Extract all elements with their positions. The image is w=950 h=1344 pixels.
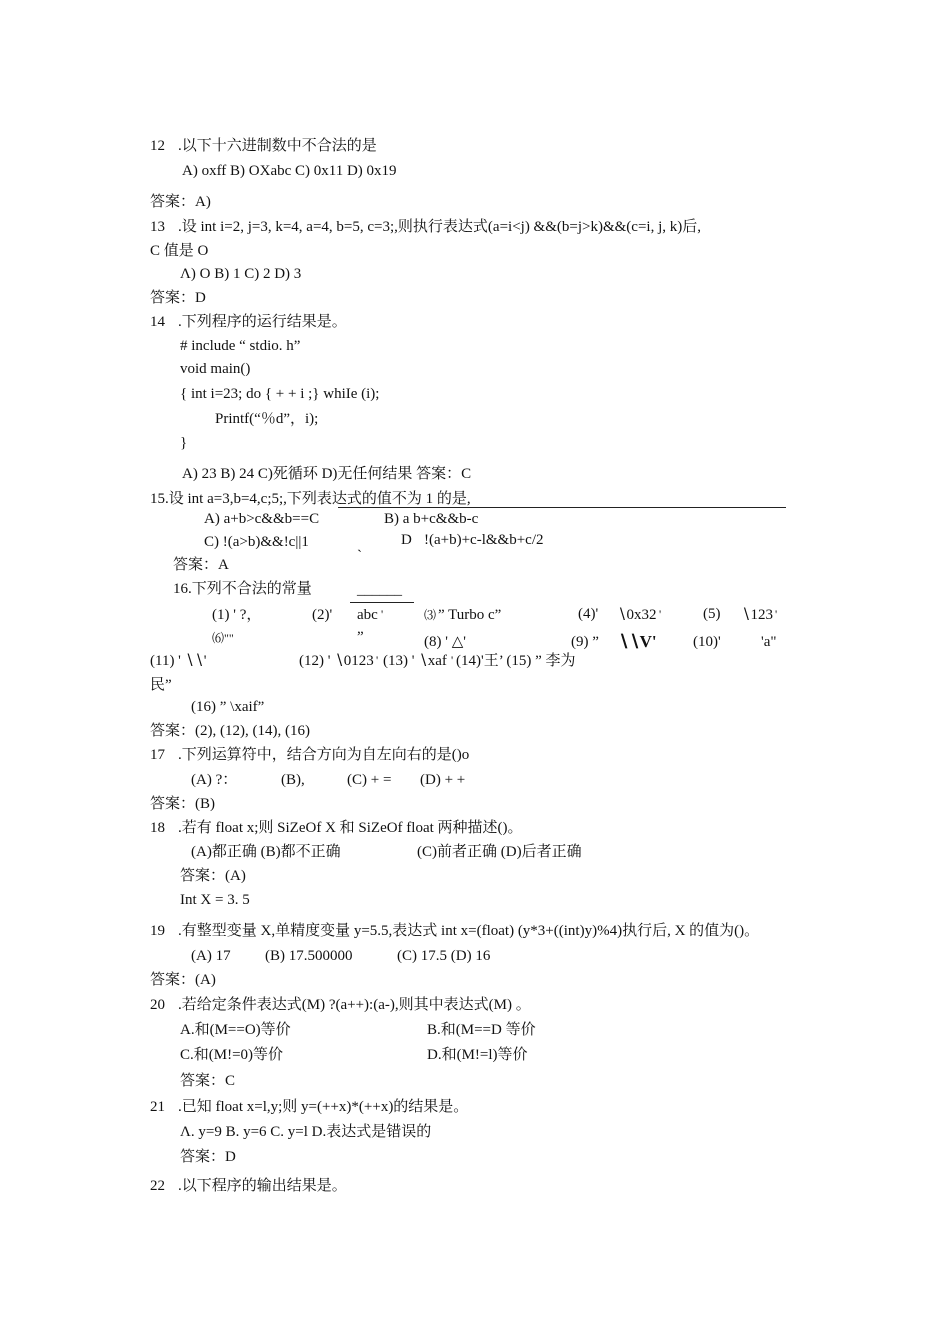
- q18-number: 18: [150, 820, 165, 836]
- q16-const-11: (11) ' ∖∖': [150, 653, 207, 669]
- q16-const-4-quote: ': [659, 607, 662, 621]
- q14-question: .下列程序的运行结果是。: [178, 314, 347, 330]
- q16-const-8: (8) ' △': [424, 634, 466, 650]
- q15-question: 15.设 int a=3,b=4,c;5;,下列表达式的值不为 1 的是,: [150, 491, 471, 507]
- q17-option-c: (C) + =: [347, 772, 392, 788]
- q12-number: 12: [150, 138, 165, 154]
- q13-question-cont: C 值是 O: [150, 243, 209, 259]
- q17-question: .下列运算符中，结合方向为自左向右的是()o: [178, 747, 470, 763]
- q15-tick-mark: `: [357, 548, 362, 564]
- q17-number: 17: [150, 747, 165, 763]
- q13-question: .设 int i=2, j=3, k=4, a=4, b=5, c=3;,则执行表达式(a=i<j) &&(b=j>k)&&(c=i, j, k)后,: [178, 219, 702, 235]
- q15-option-c: C) !(a>b)&&!c||1: [204, 534, 309, 550]
- q20-number: 20: [150, 997, 165, 1013]
- q16-question: 16.下列不合法的常量: [173, 581, 312, 597]
- q17-option-d: (D) + +: [420, 772, 466, 788]
- q19-answer: 答案：(A): [150, 972, 216, 988]
- q16-const-5-quote: ': [775, 607, 778, 621]
- q16-const-3-number: ⑶: [424, 608, 437, 622]
- q16-const-12-quote: ': [376, 653, 379, 667]
- q16-const-9: (9) ”: [571, 634, 599, 650]
- q14-code-line: void main(): [180, 361, 251, 377]
- q13-answer: 答案：D: [150, 290, 206, 306]
- q20-option-b: B.和(M==D 等价: [427, 1022, 536, 1038]
- q16-const-5: (5): [703, 606, 721, 622]
- q18-options-cd: (C)前者正确 (D)后者正确: [417, 844, 582, 860]
- q16-const-13-quote: ': [451, 653, 454, 667]
- q15-option-b: B) a b+c&&b-c: [384, 511, 479, 527]
- q21-options: Λ. y=9 B. y=6 C. y=l D.表达式是错误的: [180, 1124, 432, 1140]
- q16-const-4-text: ∖0x32: [617, 607, 657, 623]
- q14-code-line: { int i=23; do { + + i ;} whiIe (i);: [180, 386, 380, 402]
- q20-question: .若给定条件表达式(M) ?(a++):(a-),则其中表达式(M) 。: [178, 997, 531, 1013]
- q16-const-1: (1) ' ?，: [212, 607, 262, 623]
- q17-option-a: (A) ?：: [191, 772, 238, 788]
- q12-answer: 答案：A): [150, 194, 211, 210]
- q15-option-d-letter: D: [401, 532, 412, 548]
- q15-option-d: !(a+b)+c-l&&b+c/2: [424, 532, 544, 548]
- q16-const-16: (16) ” \xaif”: [191, 699, 265, 715]
- q13-number: 13: [150, 219, 165, 235]
- q22-number: 22: [150, 1178, 165, 1194]
- q16-blank: ______: [357, 582, 402, 598]
- q13-options: Λ) O B) 1 C) 2 D) 3: [180, 266, 302, 282]
- q16-const-6: ⑹"": [212, 631, 234, 645]
- q18-answer: 答案：(A): [180, 868, 246, 884]
- q19-option-a: (A) 17: [191, 948, 231, 964]
- q14-options-answer: A) 23 B) 24 C)死循环 D)无任何结果 答案：C: [182, 466, 472, 482]
- q19-question: .有整型变量 X,单精度变量 y=5.5,表达式 int x=(float) (y*3+((int)y)%4)执行后, X 的值为()。: [178, 923, 760, 939]
- q16-const-7-quote: ”: [357, 629, 364, 645]
- q18-options-ab: (A)都正确 (B)都不正确: [191, 844, 341, 860]
- q21-question: .已知 float x=l,y;则 y=(++x)*(++x)的结果是。: [178, 1099, 469, 1115]
- q18-note: Int X = 3. 5: [180, 892, 250, 908]
- q16-const-10-text: 'a": [761, 634, 777, 650]
- q15-option-a: A) a+b>c&&b==C: [204, 511, 320, 527]
- q20-option-c: C.和(M!=0)等价: [180, 1047, 284, 1063]
- q16-const-10: (10)': [693, 634, 721, 650]
- q19-options-cd: (C) 17.5 (D) 16: [397, 948, 491, 964]
- q18-question: .若有 float x;则 SiZeOf X 和 SiZeOf float 两种描述()。: [178, 820, 523, 836]
- q16-const-14-15: (14)'王’ (15) ” 李为: [456, 653, 576, 669]
- q16-const-9-text: ∖∖V': [618, 632, 657, 651]
- q21-answer: 答案：D: [180, 1149, 236, 1165]
- q16-const-2-quote: ': [381, 607, 384, 621]
- q16-answer: 答案：(2), (12), (14), (16): [150, 723, 310, 739]
- q16-blank-rule: [350, 602, 414, 603]
- q16-const-15-cont: 民”: [150, 677, 172, 693]
- q16-const-5-text: ∖123: [741, 607, 774, 623]
- q12-question: .以下十六进制数中不合法的是: [178, 138, 377, 154]
- q14-number: 14: [150, 314, 165, 330]
- q16-const-3: ” Turbo c”: [438, 607, 502, 623]
- q16-const-12: (12) ' ∖0123: [299, 653, 374, 669]
- q17-option-b: (B),: [281, 772, 305, 788]
- q14-code-line: # include “ stdio. h”: [180, 338, 301, 354]
- q16-const-2: (2)': [312, 607, 333, 623]
- q16-const-13: (13) ' ∖xaf: [383, 653, 447, 669]
- q16-const-2-text: abc: [357, 607, 378, 623]
- q19-number: 19: [150, 923, 165, 939]
- q12-options: A) oxff B) OXabc C) 0x11 D) 0x19: [182, 163, 397, 179]
- q17-answer: 答案：(B): [150, 796, 215, 812]
- q20-option-d: D.和(M!=l)等价: [427, 1047, 528, 1063]
- q16-const-4: (4)': [578, 606, 599, 622]
- q14-code-line: }: [180, 435, 188, 451]
- q21-number: 21: [150, 1099, 165, 1115]
- q14-code-line: Printf(“％d”，i);: [215, 411, 319, 427]
- q19-option-b: (B) 17.500000: [265, 948, 353, 964]
- q15-underline: [338, 507, 786, 508]
- q20-option-a: A.和(M==O)等价: [180, 1022, 291, 1038]
- q22-question: .以下程序的输出结果是。: [178, 1178, 347, 1194]
- q20-answer: 答案：C: [180, 1073, 236, 1089]
- q15-answer: 答案：A: [173, 557, 229, 573]
